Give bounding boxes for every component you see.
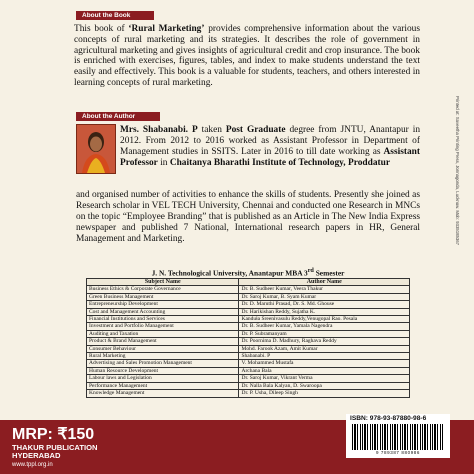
author-text-rest: and organised number of activities to enhance the skills of students. Presently she joined as Research scholar in VEL TECH University, Chennai and conducted one Research in MNCs on the topic “Employee Branding” that is published as an Article in The New India Express newspaper and published 7 National, International research papers in HR, General Management and Marketing. xyxy=(76,190,420,244)
subject-col-header: Subject Name xyxy=(87,279,239,286)
table-row: Cost and Management Accounting Dr. Harikishan Reddy, Sujatha K. xyxy=(87,308,410,315)
table-row: Business Ethics & Corporate Governance Dr. B. Sudheer Kumar, Veera Thakur xyxy=(87,286,410,293)
table-header-row xyxy=(87,279,410,286)
book-name: ‘Rural Marketing’ xyxy=(128,24,205,34)
author-photo xyxy=(76,124,116,174)
about-book-text: This book of ‘Rural Marketing’ provides comprehensive information about the various concepts of rural marketing and its strategies. It describes the role of government in agricultural marketing and gives insights of agricultural credit and crop insurance. The book is enriched with exercises, figures, tables, and index to make students understand the text easily and effectively. This book is a valuable for students, teachers, and others interested in learning concepts of rural marketing. xyxy=(74,24,420,88)
table-row: Rural Marketing Shabanabi. P xyxy=(87,353,410,360)
author-text-intro: Mrs. Shabanabi. P taken Post Graduate degree from JNTU, Anantapur in 2012. From 2012 to 2016 worked as Assistant Professor in Department of Management studies in SSITS. Later in 2016 to till date working as Assistant Professor in Chaitanya Bharathi Institute of Technology, Proddatur xyxy=(120,125,421,168)
publisher-name: THAKUR PUBLICATION HYDERABAD xyxy=(12,443,98,461)
table-row: Entrepreneurship Development Dr. D. Maruthi Prasad, Dr. S. Md. Ghouse xyxy=(87,301,410,308)
mrp-price: MRP: ₹150 xyxy=(12,426,95,443)
table-row: Human Resource Development Archana Bala xyxy=(87,367,410,374)
table-row: Knowledge Management Dr. P. Usha, Dileep Singh xyxy=(87,390,410,397)
subjects-table xyxy=(86,278,410,398)
table-row: Auditing and Taxation Dr. P. Subramanyam xyxy=(87,330,410,337)
author-name: Mrs. Shabanabi. P xyxy=(120,125,198,135)
table-row: Financial Institutions and Services Kanduła Sreenivasulu Reddy,Venugopal Rao. Pesala xyxy=(87,316,410,323)
table-row: Consumer Behaviour Mohd. Farook Azam, Amit Kumar xyxy=(87,345,410,352)
about-book-heading: About the Book xyxy=(76,11,154,20)
barcode-digits: 9 789387 880986 xyxy=(375,450,421,455)
publisher-website: www.tppl.org.in xyxy=(12,462,53,468)
about-author-heading: About the Author xyxy=(76,112,160,121)
author-col-header: Author Name xyxy=(239,279,410,286)
table-row: Product & Brand Management Dr. Poornima D. Madhury, Raghava Reddy xyxy=(87,338,410,345)
table-row: Labour laws and Legislation Dr. Saroj Kumar, Vikrant Verma xyxy=(87,375,410,382)
table-row: Green Business Management Dr. Saroj Kumar, B. Syam Kumar xyxy=(87,293,410,300)
table-row: Performance Management Dr. Nalla Bala Kalyan, D. Swaroopa xyxy=(87,382,410,389)
isbn-number: ISBN: 978-93-87880-98-6 xyxy=(350,415,427,422)
barcode-icon xyxy=(352,424,444,450)
table-row: Investment and Portfolio Management Dr. B. Sudheer Kumar, Yamala Nagendra xyxy=(87,323,410,330)
table-row: Advertising and Sales Promotion Management V. Mohammed Mustafa xyxy=(87,360,410,367)
printer-side-text: Printed at: Saveetha Printing Press, Jonnagonda, Lucknow. Mob: 9335185367 xyxy=(455,96,460,246)
table-title: J. N. Technological University, Anantapur MBA 3rd Semester xyxy=(151,268,345,278)
